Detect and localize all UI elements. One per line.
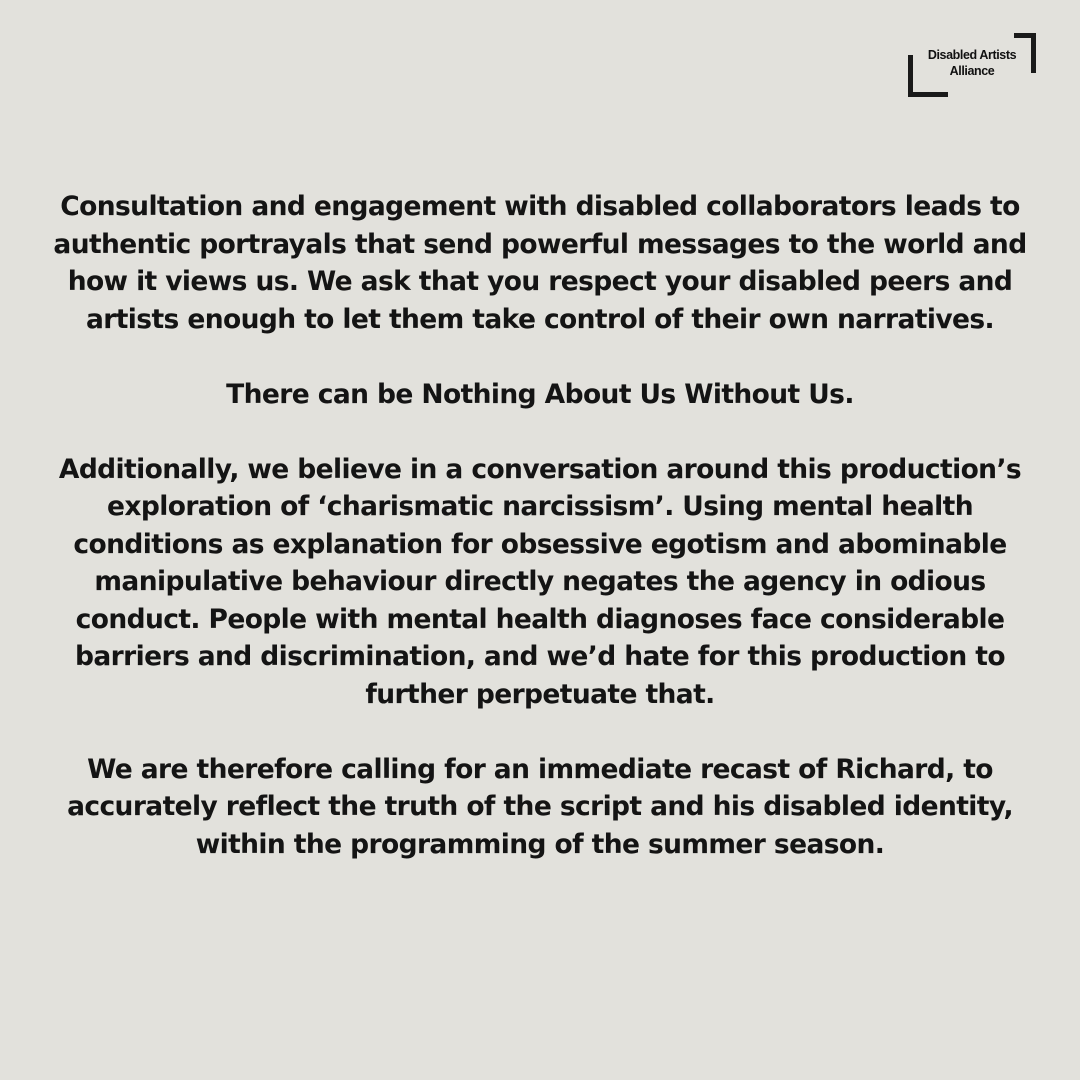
paragraph-consultation: Consultation and engagement with disabled collaborators leads to authentic portrayals that send powerful messages to the world and how it views us. We ask that you respect your disabled peers and artists enough to let them take control of their own narratives. bbox=[53, 191, 1027, 335]
paragraph-narcissism: Additionally, we believe in a conversation around this production’s exploration of ‘charismatic narcissism’. Using mental health conditions as explanation for obsessive egotism and abominable manipulative behaviour directly negates the agency in odious conduct. People with mental health diagnoses face considerable barriers and discrimination, and we’d hate for this production to further perpetuate that. bbox=[58, 453, 1022, 710]
logo-line-2: Alliance bbox=[949, 64, 995, 78]
logo-text bbox=[914, 47, 1030, 79]
statement-body bbox=[40, 188, 1040, 901]
logo bbox=[908, 33, 1036, 97]
paragraph-recast-call: We are therefore calling for an immediate recast of Richard, to accurately reflect the truth of the script and his disabled identity, within the programming of the summer season. bbox=[67, 753, 1013, 860]
logo-line-1: Disabled Artists bbox=[927, 48, 1017, 62]
paragraph-slogan: There can be Nothing About Us Without Us. bbox=[226, 378, 854, 410]
